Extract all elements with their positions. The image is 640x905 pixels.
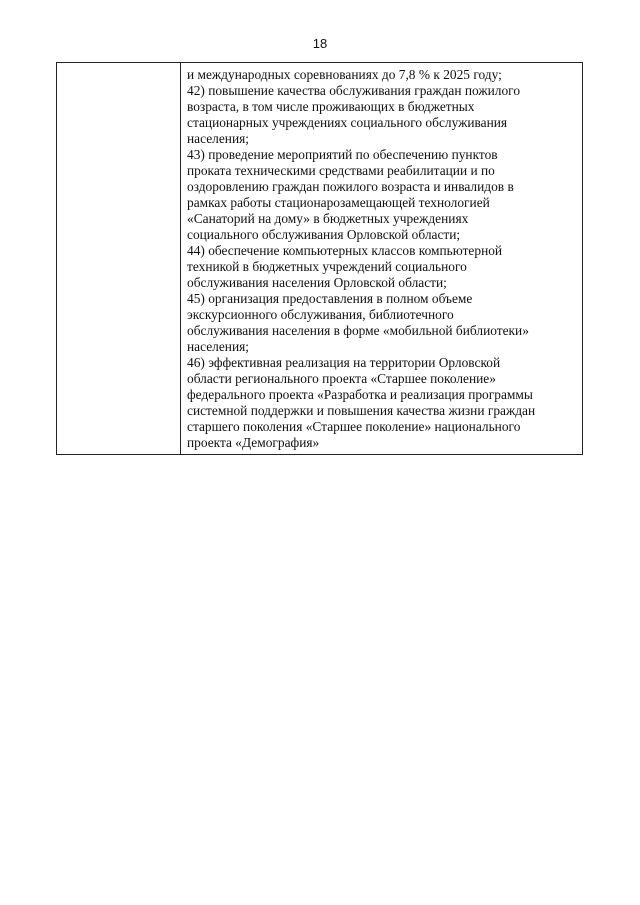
table-cell-left: [57, 63, 181, 455]
text-line: «Санаторий на дому» в бюджетных учреждениях: [187, 211, 469, 226]
text-line: области регионального проекта «Старшее поколение»: [187, 371, 496, 386]
text-line: системной поддержки и повышения качества жизни граждан: [187, 403, 536, 418]
text-line: техникой в бюджетных учреждений социального: [187, 259, 467, 274]
text-line: 45) организация предоставления в полном объеме: [187, 291, 473, 306]
text-line: рамках работы стационарозамещающей технологией: [187, 195, 490, 210]
text-line: оздоровлению граждан пожилого возраста и инвалидов в: [187, 179, 514, 194]
table-cell-right: [181, 63, 583, 455]
text-line: 46) эффективная реализация на территории Орловской: [187, 355, 501, 370]
text-line: 44) обеспечение компьютерных классов компьютерной: [187, 243, 503, 258]
text-line: федерального проекта «Разработка и реализация программы: [187, 387, 533, 402]
text-line: 43) проведение мероприятий по обеспечению пунктов: [187, 147, 498, 162]
document-table: [56, 62, 583, 455]
text-line: проекта «Демография»: [187, 435, 320, 450]
page-number: 18: [312, 36, 328, 51]
text-line: стационарных учреждениях социального обслуживания: [187, 115, 508, 130]
text-line: обслуживания населения в форме «мобильной библиотеки»: [187, 323, 529, 338]
table-row: [57, 63, 583, 455]
text-line: старшего поколения «Старшее поколение» национального: [187, 419, 521, 434]
text-line: социального обслуживания Орловской области;: [187, 227, 461, 242]
text-line: возраста, в том числе проживающих в бюджетных: [187, 99, 475, 114]
text-line: экскурсионного обслуживания, библиотечного: [187, 307, 454, 322]
text-line: и международных соревнованиях до 7,8 % к 2025 году;: [187, 67, 502, 82]
text-line: населения;: [187, 131, 249, 146]
text-line: 42) повышение качества обслуживания граждан пожилого: [187, 83, 521, 98]
text-line: обслуживания населения Орловской области;: [187, 275, 447, 290]
text-line: проката техническими средствами реабилитации и по: [187, 163, 495, 178]
text-line: населения;: [187, 339, 249, 354]
